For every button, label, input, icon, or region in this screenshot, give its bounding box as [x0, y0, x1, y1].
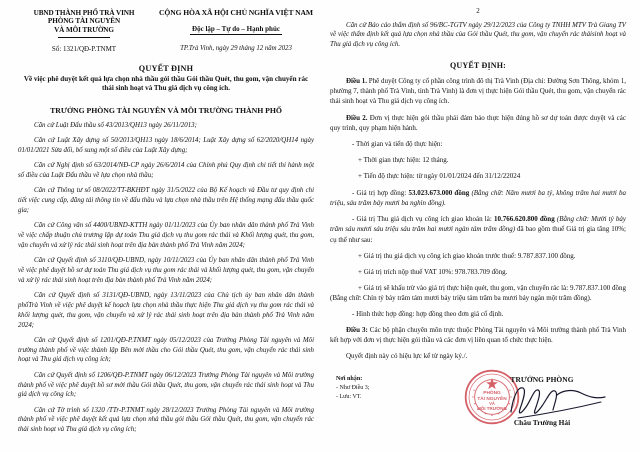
legal-basis-item: Căn cứ Công văn số 4400/UBND-KTTH ngày 01/11/2023 của Ủy ban nhân dân thành phố Trà Vinh về việc chấp thuận chủ trương lập dự toán Thu giá dịch vụ thu gom rác thải và Khối lượng quét, thu gom, vận chuyển và xử lý rác thải sinh hoạt trên địa bàn thành phố Trà Vinh năm 2024; [18, 222, 314, 249]
decision-subject: Về việc phê duyệt kết quả lựa chọn nhà thầu gói thầu Gói thầu Quét, thu gom, vận chuyển rác thải sinh hoạt và Thu giá dịch vụ công ích. [23, 74, 309, 93]
header-divider [58, 37, 110, 38]
effective-clause: Quyết định này có hiệu lực kể từ ngày ký./. [346, 352, 468, 361]
legal-basis-item: Căn cứ Nghị định số 63/2014/NĐ-CP ngày 26/6/2014 của Chính phủ Quy định chi tiết thi hành một số điều của Luật Đấu thầu về lựa chọn nhà thầu; [18, 162, 314, 180]
recipients-title: Nơi nhận: [336, 376, 363, 383]
national-heading [158, 9, 314, 37]
service-fee-value [330, 214, 626, 245]
legal-basis-item: Căn cứ Tờ trình số 1320 /TTr-P.TNMT ngày 28/12/2023 Trưởng Phòng Tài nguyên và Môi trường thành phố về việc phê duyệt kết quả lựa chọn nhà thầu gói thầu Gói thầu Quét, thu gom, vận chuyển rác thải sinh hoạt và Thu giá dịch vụ công ích; [18, 406, 314, 434]
signer-name: Châu Trường Hải [513, 418, 571, 428]
decision-section-heading: QUYẾT ĐỊNH: [449, 60, 507, 70]
org-line-1: UBND THÀNH PHỐ TRÀ VINH [33, 9, 135, 17]
legal-basis-item: Căn cứ Quyết định số 1206/QĐ-P.TNMT ngày 06/12/2023 Trưởng Phòng Tài nguyên và Môi trường thành phố về việc phê duyệt hồ sơ mời thầu Gói thầu Quét, thu gom, vận chuyển rác thải sinh hoạt và Thu giá dịch vụ công ích; [18, 371, 314, 399]
article-3 [330, 325, 626, 345]
service-fee-vat-note: đã bao gồm thuế Giá trị gia tăng 10%; cụ thể như sau: [330, 225, 627, 244]
seal-text-line-3: VÀ [489, 401, 495, 407]
issuing-authority: TRƯỞNG PHÒNG TÀI NGUYÊN VÀ MÔI TRƯỜNG THÀNH PHỐ [50, 106, 282, 116]
contract-value-label: - Giá trị hợp đồng: [352, 188, 409, 197]
document-number-row [18, 45, 314, 53]
document-column-right [330, 0, 626, 452]
document-number: Số: 1321/QĐ-P.TNMT [51, 44, 117, 53]
service-fee-amount: 10.766.620.800 đồng [493, 215, 555, 224]
service-fee-label: - Giá trị Thu giá dịch vụ công ích giao khoán là: [352, 215, 494, 224]
article-2 [330, 113, 626, 133]
legal-basis-item: Căn cứ Luật Xây dựng số 50/2013/QH13 ngày 18/6/2014; Luật Xây dựng số 62/2020/QH14 ngày 01/01/2021 Sửa đổi, bổ sung một số điều của Luật Xây dựng; [18, 137, 314, 155]
contract-value-amount: 53.023.673.000 đồng [408, 188, 470, 197]
issuing-organization [18, 9, 150, 38]
handwritten-signature-icon [498, 377, 618, 423]
legal-basis-item: Căn cứ Thông tư số 08/2022/TT-BKHĐT ngày 31/5/2022 của Bộ Kế hoạch và Đầu tư quy định chi tiết việc cung cấp, đăng tải thông tin về đấu thầu và lựa chọn nhà thầu trên Hệ thống mạng đấu thầu quốc gia; [18, 187, 314, 215]
implementation-time-header: - Thời gian và tiến độ thực hiện: [352, 139, 443, 148]
decision-title: QUYẾT ĐỊNH [138, 63, 194, 73]
contract-value [330, 188, 626, 208]
document-column-left [18, 0, 314, 452]
signer-area [458, 375, 626, 427]
contract-form: - Hình thức hợp đồng: hợp đồng theo đơn giá cố định. [352, 309, 504, 318]
legal-basis-item: Căn cứ Quyết định số 1201/QĐ-P.TNMT ngày 05/12/2023 của Trưởng Phòng Tài nguyên và Môi trường thành phố về việc thành lập Bên mời thầu cho Gói thầu Quét, thu gom, vận chuyển rác thải sinh hoạt và Thu giá dịch vụ công ích; [18, 336, 314, 364]
national-motto: Độc lập – Tự do – Hạnh phúc [192, 24, 280, 33]
place-and-date: TP.Trà Vinh, ngày 29 tháng 12 năm 2023 [180, 44, 292, 52]
article-1 [330, 76, 626, 107]
legal-basis-item: Căn cứ Quyết định số 3110/QĐ-UBND, ngày 10/11/2023 của Ủy ban nhân dân thành phố Trà Vinh về việc phê duyệt hồ sơ dự toán Thu giá dịch vụ thu gom rác thải và khối lượng quét, thu gom, vận chuyển và xử lý rác thải sinh hoạt trên địa bàn thành phố Trà Vinh năm 2024; [18, 257, 314, 284]
article-1-text: Phê duyệt Công ty cổ phần công trình đô thị Trà Vinh (Địa chỉ: Đường Sơn Thông, khóm 1, phường 7, thành phố Trà Vinh, tỉnh Trà Vinh) là đơn vị thực hiện Gói thầu Quét, thu gom, vận chuyển rác thải sinh hoạt và Thu giá dịch vụ công ích. [330, 76, 626, 106]
seal-text-line-4: MÔI TRƯỜNG [477, 406, 507, 412]
implementation-duration: + Thời gian thực hiện: 12 tháng. [358, 156, 449, 165]
article-2-label: Điều 2. [346, 113, 368, 122]
vat-value: + Giá trị trích nộp thuế VAT 10%: 978.783.709 đồng. [358, 267, 508, 276]
implementation-schedule: + Tiến độ thực hiện: từ ngày 01/01/2024 đến 31/12/22024 [358, 172, 521, 181]
article-2-text: Đơn vị thực hiện gói thầu phải đảm bảo thực hiện đúng hồ sơ dự toán được duyệt và các quy trình, quy phạm hiện hành. [330, 113, 627, 132]
recipient-item: - Như Điều 3; [336, 385, 370, 392]
deduction-value: + Giá trị sẽ khấu trừ vào giá trị thực hiện quét, thu gom, vận chuyển rác là: 9.787.837.100 đồng (Bằng chữ: Chín tỷ bảy trăm tám mươi bảy triệu tám trăm ba mươi bảy ngàn một trăm đồng). [330, 284, 626, 303]
recipients-list [330, 375, 446, 427]
document-header [18, 0, 314, 38]
signature-block [330, 375, 626, 427]
legal-basis-item: Căn cứ Báo cáo thẩm định số 96/BC-TGTV ngày 29/12/2023 của Công ty TNHH MTV Trà Giang TV về việc thẩm định kết quả lựa chọn nhà thầu của Gói thầu Quét, thu gom, vận chuyển rác thảisinh hoạt và Thu giá dịch vụ công ích. [330, 21, 626, 49]
contract-value-in-words: (Bằng chữ: Năm mươi ba tỷ, không trăm hai mươi ba triệu, sáu trăm bảy mươi ba nghìn đồng). [330, 188, 626, 207]
org-line-2: PHÒNG TÀI NGUYÊN [47, 17, 121, 26]
org-line-3: VÀ MÔI TRƯỜNG [54, 25, 114, 34]
service-fee-in-words: (Bằng chữ: Mười tỷ bảy trăm sáu mươi sáu triệu sáu trăm hai mươi ngàn tám trăm đồng) [330, 215, 626, 234]
article-3-text: Các bộ phận chuyên môn trực thuộc Phòng Tài nguyên và Môi trường thành phố Trà Vinh kết hợp với đơn vị thực hiện gói thầu và các đơn vị liên quan tổ chức thực hiện. [330, 325, 626, 345]
nation-title: CỘNG HÒA XÃ HỘI CHỦ NGHĨA VIỆT NAM [159, 8, 313, 17]
pretax-value: + Giá trị thu giá dịch vụ công ích giao khoán trước thuế: 9.787.837.100 đồng. [358, 251, 576, 260]
page-number: 2 [476, 7, 480, 15]
legal-basis-item: Căn cứ Luật Đấu thầu số 43/2013/QH13 ngày 26/11/2013; [34, 121, 197, 129]
seal-text-line-1: PHÒNG [483, 391, 501, 397]
recipient-item: - Lưu: VT. [336, 394, 362, 400]
signer-role: TRƯỞNG PHÒNG [510, 375, 574, 385]
seal-text-line-2: TÀI NGUYÊN [477, 397, 507, 403]
legal-basis-item: Căn cứ Quyết định số 3131/QĐ-UBND, ngày 13/11/2023 của Chủ tịch ủy ban nhân dân thành phốTrà Vinh về việc phê duyệt kế hoạch lựa chọn nhà thầu thực hiện Thu giá dịch vụ thu gom rác thải và khối lượng quét, thu gom, vận chuyển và xử lý rác thải sinh hoạt trên địa bàn thành phố Trà Vinh năm 2024; [18, 292, 314, 329]
article-3-label: Điều 3: [346, 325, 368, 334]
article-1-label: Điều 1. [346, 76, 368, 85]
